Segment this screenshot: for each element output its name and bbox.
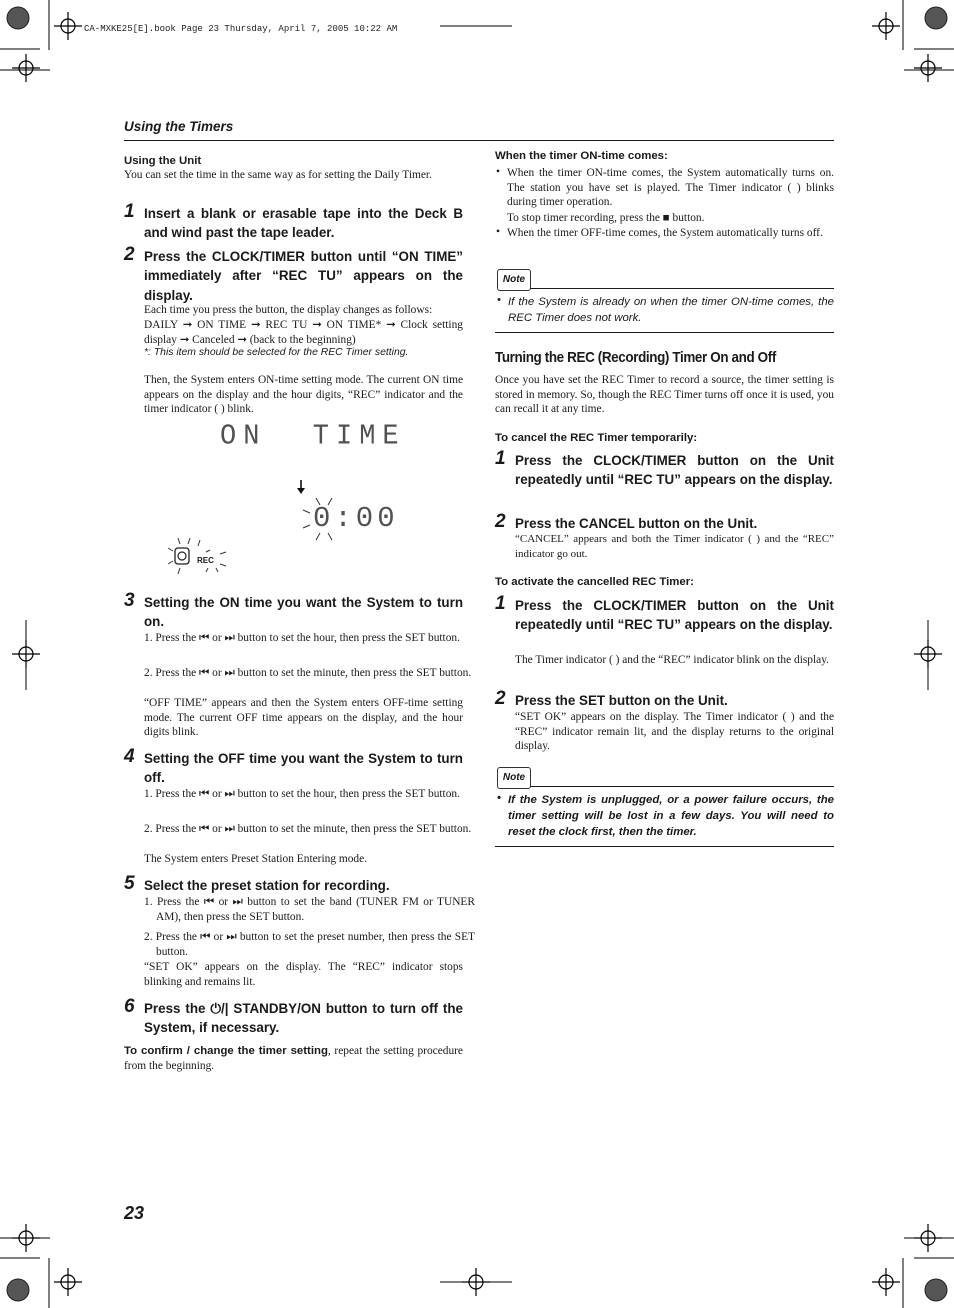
confirm-note <box>124 1044 463 1073</box>
step2-body: Each time you press the button, the display changes as follows: <box>144 304 433 316</box>
step2-footnote: *: This item should be selected for the REC Timer setting. <box>144 347 409 358</box>
file-info-line: CA-MXKE25[E].book Page 23 Thursday, April 7, 2005 10:22 AM <box>84 24 398 34</box>
step-text: Press the CANCEL button on the Unit. <box>515 516 758 531</box>
step2-sequence: DAILY ➞ ON TIME ➞ REC TU ➞ ON TIME* ➞ Clock setting display ➞ Canceled ➞ (back to the beginning) <box>144 319 463 346</box>
activate-step-2-body: “SET OK” appears on the display. The Timer indicator ( ) and the “REC” indicator remain lit, and the display returns to the original display. <box>515 711 834 753</box>
step-4 <box>124 746 463 789</box>
down-arrow-icon <box>296 480 306 496</box>
lcd-on-time: ON TIME <box>220 421 406 453</box>
step4-item-2: 2. Press the ⏮ or ⏭ button to set the minute, then press the SET button. <box>144 823 472 835</box>
step-number: 2 <box>495 511 506 532</box>
step-text: Press the ⏻/| STANDBY/ON button to turn off the System, if necessary. <box>144 1001 463 1036</box>
lcd-time: 0:00 <box>313 502 399 535</box>
step2-then <box>144 373 463 417</box>
step-number: 2 <box>495 688 506 709</box>
step-6 <box>124 996 463 1039</box>
on-bullet-1b: To stop timer recording, press the ■ button. <box>507 212 705 224</box>
note2-top-rule <box>530 786 834 787</box>
cancel-heading: To cancel the REC Timer temporarily: <box>495 432 698 444</box>
step2-then-text: Then, the System enters ON-time setting mode. The current ON time appears on the display and the hour digits, “REC” indicator and the timer indicator ( ) blink. <box>144 374 463 416</box>
step3-item-2: 2. Press the ⏮ or ⏭ button to set the minute, then press the SET button. <box>144 667 472 679</box>
step4-item-1: 1. Press the ⏮ or ⏭ button to set the hour, then press the SET button. <box>144 788 460 800</box>
cancel-step-1 <box>495 448 834 511</box>
step-text: Setting the OFF time you want the System to turn off. <box>144 751 463 786</box>
cancel-step-2 <box>495 511 834 534</box>
activate-step-2 <box>495 688 834 711</box>
note-1: If the System is already on when the timer ON-time comes, the REC Timer does not work. <box>508 296 834 324</box>
step-text: Press the CLOCK/TIMER button until “ON TIME” immediately after “REC TU” appears on the display. <box>144 249 463 303</box>
step5-item-2: 2. Press the ⏮ or ⏭ button to set the preset number, then press the SET button. <box>144 931 475 958</box>
activate-step-1-body: The Timer indicator ( ) and the “REC” indicator blink on the display. <box>515 654 830 666</box>
on-bullet-2: When the timer OFF-time comes, the System automatically turns off. <box>507 227 823 239</box>
note-bottom-rule <box>495 332 834 333</box>
activate-step-1 <box>495 593 834 656</box>
step-text: Insert a blank or erasable tape into the Deck B and wind past the tape leader. <box>144 206 463 241</box>
confirm-rest: , repeat the setting procedure from the beginning. <box>124 1045 463 1072</box>
step5-item-1: 1. Press the ⏮ or ⏭ button to set the band (TUNER FM or TUNER AM), then press the SET button. <box>144 896 475 923</box>
lcd-display-illustration <box>160 421 406 582</box>
step-5 <box>124 873 463 896</box>
step5-after: “SET OK” appears on the display. The “REC” indicator stops blinking and remains lit. <box>144 961 463 988</box>
note-badge: Note <box>497 269 531 291</box>
bullet: • <box>496 226 500 238</box>
header-rule <box>124 140 834 141</box>
step-text: Press the SET button on the Unit. <box>515 693 728 708</box>
on-bullet-1: When the timer ON-time comes, the System automatically turns on. The station you have set is played. The Timer indicator ( ) blinks during timer operation. <box>507 167 834 209</box>
step-text: Press the CLOCK/TIMER button on the Unit repeatedly until “REC TU” appears on the display. <box>515 453 834 488</box>
step-text: Press the CLOCK/TIMER button on the Unit repeatedly until “REC TU” appears on the display. <box>515 598 834 633</box>
confirm-bold: To confirm / change the timer setting <box>124 1045 328 1057</box>
step-number: 5 <box>124 873 135 894</box>
section2-title: Turning the REC (Recording) Timer On and Off <box>495 350 776 366</box>
step-number: 1 <box>124 201 135 222</box>
step3-item-1: 1. Press the ⏮ or ⏭ button to set the hour, then press the SET button. <box>144 632 460 644</box>
note2-bullet: • <box>497 792 501 804</box>
activate-heading: To activate the cancelled REC Timer: <box>495 576 694 588</box>
note2-bottom-rule <box>495 846 834 847</box>
note-2: If the System is unplugged, or a power failure occurs, the timer setting will be lost in a few days. You will need to reset the clock first, then the timer. <box>508 794 834 838</box>
cancel-step-2-body: “CANCEL” appears and both the Timer indicator ( ) and the “REC” indicator go out. <box>515 533 834 560</box>
step-number: 1 <box>495 593 506 614</box>
note-badge-2: Note <box>497 767 531 789</box>
step-number: 6 <box>124 996 135 1017</box>
on-time-heading: When the timer ON-time comes: <box>495 150 668 162</box>
step4-after: The System enters Preset Station Entering mode. <box>144 853 368 865</box>
step-number: 2 <box>124 244 135 265</box>
note-top-rule <box>530 288 834 289</box>
step-2 <box>124 244 463 307</box>
step-number: 3 <box>124 590 135 611</box>
note-bullet: • <box>497 294 501 306</box>
step-1 <box>124 201 463 244</box>
section2-intro: Once you have set the REC Timer to record a source, the timer setting is stored in memory. So, though the REC Timer turns off once it is used, you can recall it at any time. <box>495 374 834 416</box>
step-text: Setting the ON time you want the System to turn on. <box>144 595 463 630</box>
step-text: Select the preset station for recording. <box>144 878 390 893</box>
bullet: • <box>496 166 500 178</box>
step-number: 4 <box>124 746 135 767</box>
section-title: Using the Timers <box>124 119 234 134</box>
page-number: 23 <box>124 1203 145 1223</box>
lcd-rec-indicator: REC <box>197 556 214 565</box>
step3-after: “OFF TIME” appears and then the System enters OFF-time setting mode. The current OFF time appears on the display, and the hour digits blink. <box>144 697 463 739</box>
unit-heading: Using the Unit <box>124 155 202 167</box>
step-number: 1 <box>495 448 506 469</box>
step-3 <box>124 590 463 633</box>
unit-text: You can set the time in the same way as for setting the Daily Timer. <box>124 169 432 181</box>
